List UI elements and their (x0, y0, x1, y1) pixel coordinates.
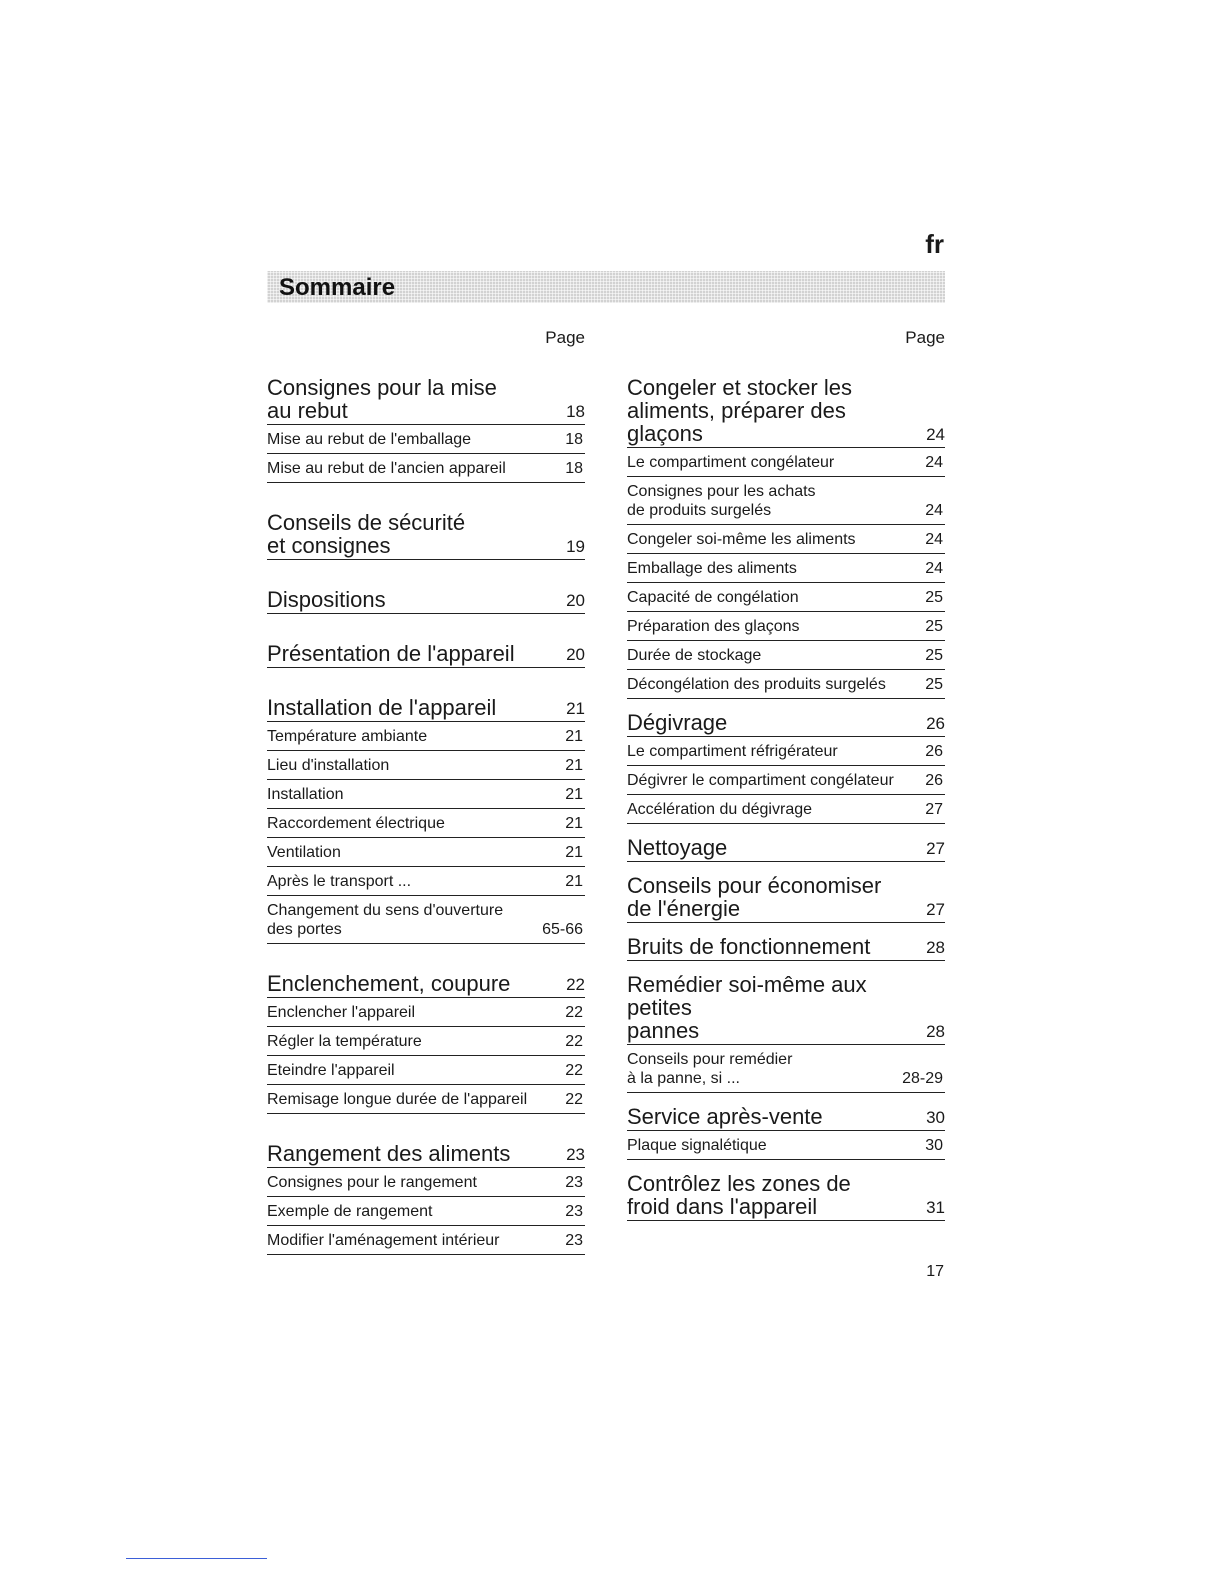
toc-title: Sommaire (279, 274, 396, 301)
toc-entry (267, 780, 585, 809)
toc-section-heading (627, 1105, 945, 1131)
toc-entry (627, 525, 945, 554)
section-page: 31 (926, 1198, 945, 1217)
section-title: Nettoyage (627, 835, 728, 860)
section-spacer (267, 1114, 585, 1142)
section-title: Dégivrage (627, 710, 728, 735)
entry-page: 24 (925, 454, 943, 471)
entry-title: Lieu d'installation (267, 757, 390, 774)
toc-entry (627, 1045, 945, 1093)
toc-entry (627, 554, 945, 583)
toc-section-heading (267, 972, 585, 998)
section-title: Bruits de fonctionnement (627, 934, 871, 959)
section-spacer (267, 483, 585, 511)
section-page: 20 (566, 645, 585, 664)
section-page: 19 (566, 537, 585, 556)
toc-section (627, 1172, 945, 1221)
entry-title: Dégivrer le compartiment congélateur (627, 772, 894, 789)
toc-section (267, 511, 585, 560)
page-column-label: Page (545, 328, 585, 347)
toc-entry (627, 641, 945, 670)
entry-title: Le compartiment réfrigérateur (627, 743, 838, 760)
entry-title: Température ambiante (267, 728, 428, 745)
toc-entry (267, 454, 585, 483)
toc-section (267, 972, 585, 1114)
entry-title: Changement du sens d'ouverture des portes (267, 902, 504, 938)
entry-title: Conseils pour remédier à la panne, si ... (627, 1051, 793, 1087)
toc-section-heading (627, 973, 945, 1045)
toc-section (267, 588, 585, 614)
toc-sections (267, 376, 585, 1255)
toc-section (267, 376, 585, 483)
section-spacer (267, 668, 585, 696)
entry-page: 24 (925, 531, 943, 548)
section-spacer (267, 614, 585, 642)
footer-link-underline (126, 1558, 267, 1559)
entry-page: 25 (925, 676, 943, 693)
section-title: Présentation de l'appareil (267, 641, 515, 666)
toc-column-right (627, 326, 945, 1221)
entry-page: 21 (565, 844, 583, 861)
entry-page: 26 (925, 743, 943, 760)
entry-page: 25 (925, 647, 943, 664)
toc-section-heading (267, 511, 585, 560)
section-page: 27 (926, 900, 945, 919)
toc-entry (267, 722, 585, 751)
toc-section (627, 711, 945, 824)
entry-page: 26 (925, 772, 943, 789)
toc-entry (627, 1131, 945, 1160)
toc-entry (627, 670, 945, 699)
entry-page: 23 (565, 1232, 583, 1249)
entry-page: 28-29 (902, 1070, 943, 1087)
entry-page: 22 (565, 1091, 583, 1108)
section-title: Service après-vente (627, 1104, 823, 1129)
toc-section (627, 1105, 945, 1160)
section-page: 24 (926, 425, 945, 444)
toc-section (267, 642, 585, 668)
toc-section (267, 1142, 585, 1255)
toc-entry (267, 751, 585, 780)
section-page: 30 (926, 1108, 945, 1127)
entry-title: Durée de stockage (627, 647, 762, 664)
section-title: Contrôlez les zones de froid dans l'appareil (627, 1171, 851, 1219)
entry-page: 24 (925, 560, 943, 577)
toc-section-heading (267, 376, 585, 425)
entry-title: Mise au rebut de l'ancien appareil (267, 460, 506, 477)
entry-page: 18 (565, 460, 583, 477)
toc-section (627, 376, 945, 699)
entry-page: 22 (565, 1062, 583, 1079)
entry-page: 23 (565, 1174, 583, 1191)
toc-section (267, 696, 585, 944)
toc-section (627, 935, 945, 961)
page-column-label: Page (905, 328, 945, 347)
entry-page: 21 (565, 786, 583, 803)
section-title: Rangement des aliments (267, 1141, 511, 1166)
entry-page: 27 (925, 801, 943, 818)
entry-page: 22 (565, 1004, 583, 1021)
toc-entry (267, 425, 585, 454)
toc-entry (267, 809, 585, 838)
entry-page: 22 (565, 1033, 583, 1050)
toc-entry (267, 1085, 585, 1114)
entry-page: 30 (925, 1137, 943, 1154)
toc-section-heading (627, 711, 945, 737)
entry-title: Consignes pour le rangement (267, 1174, 477, 1191)
toc-column-left (267, 326, 585, 1255)
toc-banner (267, 271, 945, 303)
entry-title: Plaque signalétique (627, 1137, 767, 1154)
entry-title: Préparation des glaçons (627, 618, 800, 635)
entry-page: 25 (925, 618, 943, 635)
entry-page: 21 (565, 757, 583, 774)
toc-entry (267, 998, 585, 1027)
section-page: 28 (926, 1022, 945, 1041)
toc-entry (267, 1168, 585, 1197)
toc-section-heading (267, 588, 585, 614)
entry-title: Enclencher l'appareil (267, 1004, 416, 1021)
toc-entry (627, 766, 945, 795)
language-code: fr (925, 229, 944, 259)
section-page: 26 (926, 714, 945, 733)
toc-section-heading (267, 696, 585, 722)
toc-entry (267, 867, 585, 896)
section-page: 18 (566, 402, 585, 421)
entry-page: 21 (565, 873, 583, 890)
section-page: 27 (926, 839, 945, 858)
toc-section (627, 973, 945, 1093)
section-page: 22 (566, 975, 585, 994)
entry-page: 21 (565, 728, 583, 745)
entry-title: Décongélation des produits surgelés (627, 676, 886, 693)
section-page: 23 (566, 1145, 585, 1164)
section-spacer (267, 560, 585, 588)
section-page: 20 (566, 591, 585, 610)
toc-sections (627, 376, 945, 1221)
entry-title: Exemple de rangement (267, 1203, 433, 1220)
toc-entry (627, 583, 945, 612)
entry-page: 18 (565, 431, 583, 448)
section-title: Remédier soi-même aux petites pannes (627, 972, 867, 1043)
entry-title: Eteindre l'appareil (267, 1062, 395, 1079)
toc-entry (267, 1226, 585, 1255)
toc-section-heading (627, 874, 945, 923)
toc-entry (267, 1056, 585, 1085)
section-title: Conseils pour économiser de l'énergie (627, 873, 882, 921)
page-number: 17 (926, 1263, 944, 1280)
entry-page: 23 (565, 1203, 583, 1220)
entry-page: 65-66 (542, 921, 583, 938)
entry-title: Mise au rebut de l'emballage (267, 431, 472, 448)
entry-title: Le compartiment congélateur (627, 454, 835, 471)
section-page: 21 (566, 699, 585, 718)
toc-entry (267, 1197, 585, 1226)
entry-title: Capacité de congélation (627, 589, 799, 606)
toc-section-heading (267, 642, 585, 668)
section-title: Congeler et stocker les aliments, préparer des glaçons (627, 375, 852, 446)
entry-title: Emballage des aliments (627, 560, 797, 577)
toc-entry (267, 896, 585, 944)
section-title: Consignes pour la mise au rebut (267, 375, 497, 423)
section-title: Conseils de sécurité et consignes (267, 510, 466, 558)
section-title: Enclenchement, coupure (267, 971, 511, 996)
toc-entry (627, 737, 945, 766)
toc-section (627, 836, 945, 862)
toc-entry (627, 612, 945, 641)
toc-section (627, 874, 945, 923)
toc-section-heading (627, 1172, 945, 1221)
toc-section-heading (627, 935, 945, 961)
toc-entry (627, 795, 945, 824)
section-title: Installation de l'appareil (267, 695, 497, 720)
entry-title: Remisage longue durée de l'appareil (267, 1091, 528, 1108)
section-title: Dispositions (267, 587, 386, 612)
toc-entry (267, 838, 585, 867)
toc-entry (627, 448, 945, 477)
entry-title: Modifier l'aménagement intérieur (267, 1232, 500, 1249)
entry-title: Après le transport ... (267, 873, 412, 890)
toc-section-heading (627, 376, 945, 448)
entry-title: Installation (267, 786, 344, 803)
entry-title: Consignes pour les achats de produits surgelés (627, 483, 816, 519)
entry-title: Régler la température (267, 1033, 422, 1050)
entry-title: Raccordement électrique (267, 815, 445, 832)
entry-page: 21 (565, 815, 583, 832)
toc-entry (627, 477, 945, 525)
section-spacer (267, 944, 585, 972)
toc-section-heading (627, 836, 945, 862)
entry-title: Accélération du dégivrage (627, 801, 813, 818)
entry-title: Congeler soi-même les aliments (627, 531, 856, 548)
entry-page: 25 (925, 589, 943, 606)
toc-entry (267, 1027, 585, 1056)
entry-title: Ventilation (267, 844, 341, 861)
section-page: 28 (926, 938, 945, 957)
entry-page: 24 (925, 502, 943, 519)
toc-section-heading (267, 1142, 585, 1168)
